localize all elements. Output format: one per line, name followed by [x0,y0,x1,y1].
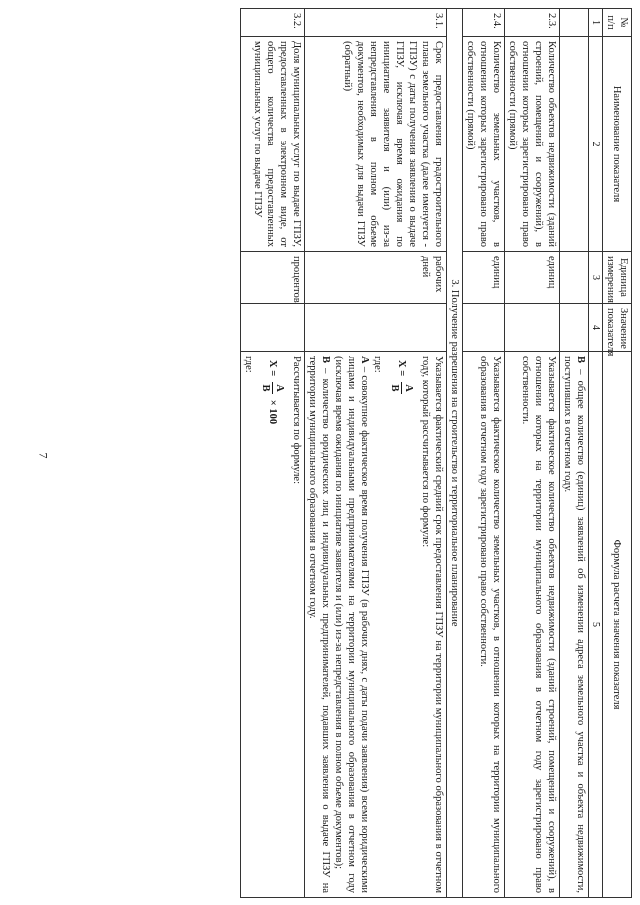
formula-cell [560,352,589,898]
col-number: 4 [589,304,603,352]
formula-numerator: А [403,384,414,392]
formula-multiplier: × 100 [267,399,278,425]
header-formula: Формула расчета значения показателя [603,352,632,898]
definition-a [332,356,371,893]
indicator-name: Количество объектов недвижимости (зданий строений, помещений и сооружений), в отношении которых зарегистрировано право собственности (прямой) [505,37,560,252]
page-number: 7 [36,452,51,459]
definition-b [306,356,332,893]
def-text: – количество юридических лиц и индивидуальных предпринимателей, подавших заявления о выдаче ГПЗУ на территории муниципального образования в отчетном году. [307,356,331,893]
table-row [305,9,447,898]
formula-intro: Рассчитывается по формуле: [291,356,302,485]
table-header-row [603,9,632,898]
def-symbol: В [320,356,331,364]
section-row [447,9,463,898]
table-row [463,9,505,898]
table-row [505,9,560,898]
table-row [241,9,305,898]
formula-denominator: В [389,384,400,392]
indicator-unit: процентов [241,252,305,304]
formula [388,360,415,893]
formula-intro: Указывается фактический средний срок предоставления ГПЗУ на территории муниципального образования в отчетном году, который рассчитывается по формуле: [420,356,444,893]
table-row [560,9,589,898]
row-num: 2.4. [463,9,505,37]
def-text: – совокупное фактическое время получения ГПЗУ (в рабочих днях, с даты подачи заявления) всеми юридическими лицами и индивидуальными предпринимателями на территории муниципального образования в отчетном году (исключая время ожидания по инициативе заявителя и (или) из-за непредставления в полном объеме документов); [333,356,370,893]
formula-cell [241,352,305,898]
formula-text: Указывается фактическое количество объектов недвижимости (зданий строений, помещений и сооружений), в отношении которых на территории муниципального образования в отчетном году зарегистрировано право собственности. [505,352,560,898]
formula-text: Указывается фактическое количество земельных участков, в отношении которых на территории муниципального образования в отчетном году зарегистрировано право собственности. [463,352,505,898]
indicators-table [240,8,632,898]
col-number: 1 [589,9,603,37]
header-num: № п/п [603,9,632,37]
where-label: где: [243,356,254,373]
header-name: Наименование показателя [603,37,632,252]
def-symbol: А [359,356,370,364]
indicator-unit: единиц [463,252,505,304]
formula-fraction [259,382,286,394]
document-sheet [72,8,632,898]
indicator-name: Количество земельных участков, в отношении которых зарегистрировано право собственности (прямой) [463,37,505,252]
indicator-unit: единиц [505,252,560,304]
section-title: 3. Получение разрешения на строительство и территориальное планирование [447,9,463,898]
formula-cell [305,352,447,898]
where-label: где: [372,356,383,373]
formula-symbol: В [575,356,586,364]
formula-lhs: Х = [267,360,278,377]
formula-fraction [388,382,415,394]
header-unit: Единица измерения [603,252,632,304]
row-num: 3.2. [241,9,305,37]
col-number: 5 [589,352,603,898]
header-value: Значение показателя [603,304,632,352]
indicator-name: Срок предоставления градостроительного плана земельного участка (далее именуется - ГПЗУ) с даты получения заявления о выдаче ГПЗУ, исключая время ожидания по инициативе заявителя и (или) из-за непредставления в полном объеме документов, необходимых для выдачи ГПЗУ (обратный) [305,37,447,252]
col-number: 3 [589,252,603,304]
indicator-name: Доля муниципальных услуг по выдаче ГПЗУ, предоставленных в электронном виде, от общего количества предоставленных муниципальных услуг по выдаче ГПЗУ [241,37,305,252]
indicator-unit: рабочих дней [305,252,447,304]
formula [259,360,286,893]
formula-text: – общее количество (единиц) заявлений об изменении адреса земельного участка и объекта недвижимости, поступивших в отчетном году. [562,356,586,894]
row-num: 3.1. [305,9,447,37]
formula-denominator: В [260,384,271,392]
row-num: 2.3. [505,9,560,37]
formula-lhs: Х = [396,360,407,377]
column-numbers-row [589,9,603,898]
formula-numerator: А [274,384,285,392]
col-number: 2 [589,37,603,252]
